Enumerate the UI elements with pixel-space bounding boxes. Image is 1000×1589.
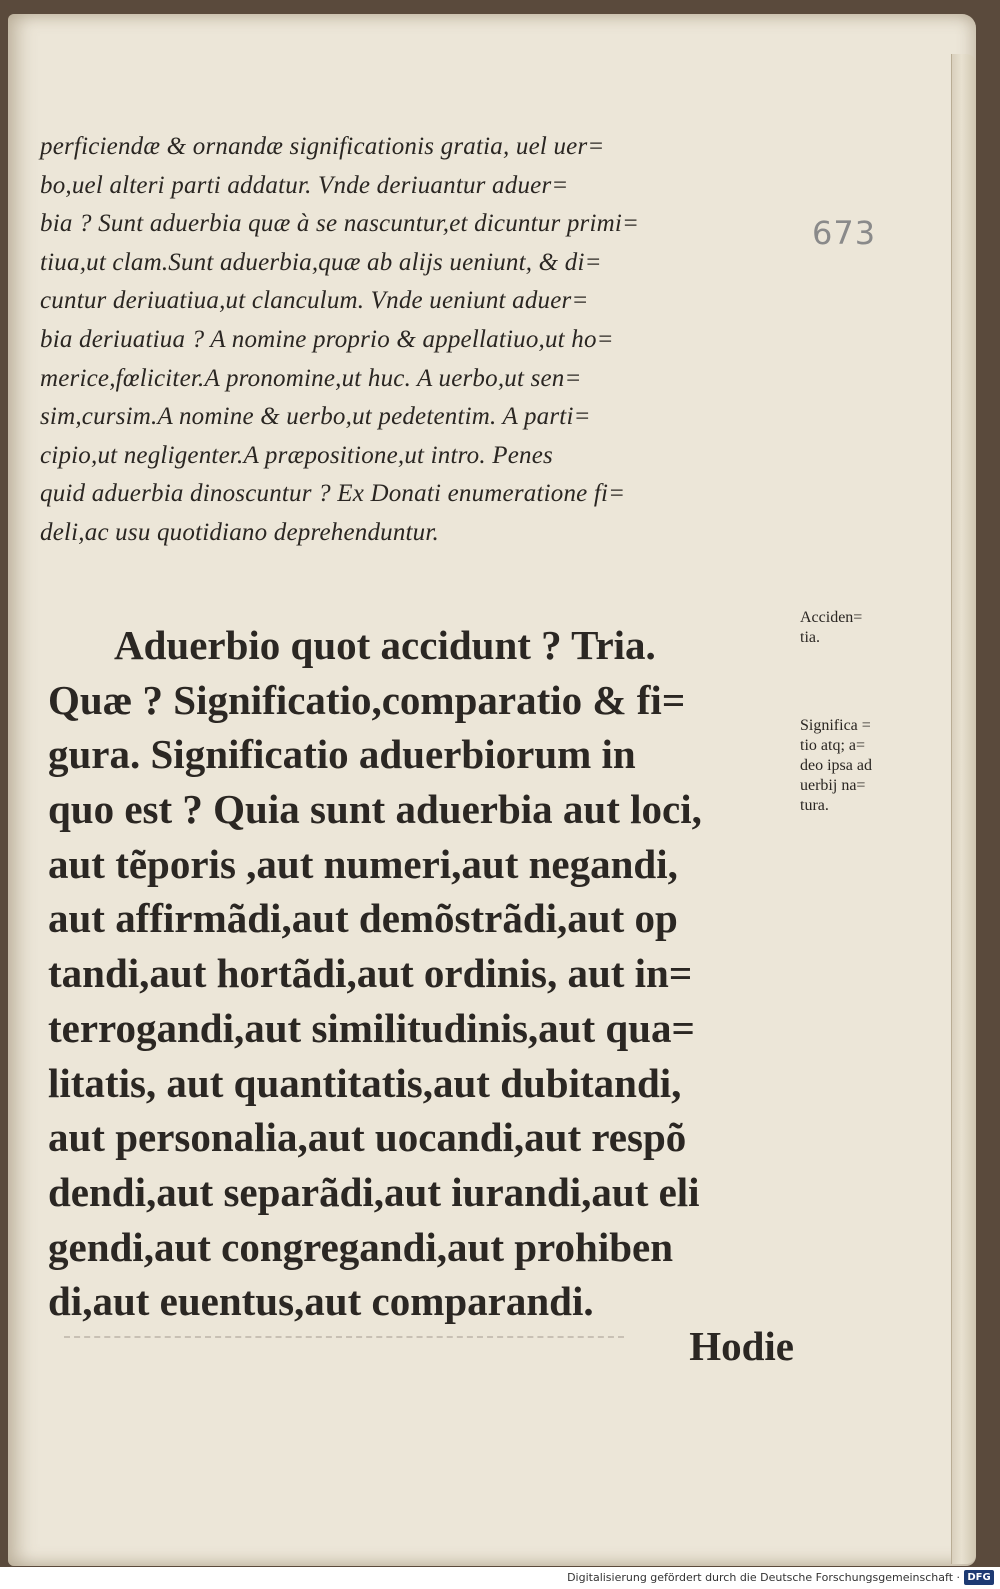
margin-note-significatio xyxy=(800,716,950,816)
italic-line: quid aduerbia dinoscuntur ? Ex Donati enumeratione fi= xyxy=(40,480,626,508)
roman-line: Aduerbio quot accidunt ? Tria. xyxy=(114,622,656,668)
roman-line: quo est ? Quia sunt aduerbia aut loci, xyxy=(48,786,702,833)
italic-line: bo,uel alteri parti addatur. Vnde deriuantur aduer= xyxy=(40,171,569,199)
italic-line: sim,cursim.A nomine & uerbo,ut pedetentim. A parti= xyxy=(40,403,591,431)
roman-line: di,aut euentus,aut comparandi. xyxy=(48,1278,594,1325)
margin-note-line: tia. xyxy=(800,629,820,646)
margin-note-line: tio atq; a= xyxy=(800,737,866,754)
dfg-logo: DFG xyxy=(964,1570,994,1585)
roman-text-block xyxy=(48,618,808,1329)
funding-credit: Digitalisierung gefördert durch die Deutsche Forschungsgemeinschaft · xyxy=(567,1571,960,1584)
roman-line: aut affirmãdi,aut demõstrãdi,aut op xyxy=(48,895,678,942)
italic-line: bia ? Sunt aduerbia quæ à se nascuntur,et dicuntur primi= xyxy=(40,210,640,238)
italic-line: cipio,ut negligenter.A præpositione,ut intro. Penes xyxy=(40,441,553,469)
footer-bar xyxy=(0,1567,1000,1589)
catchword: Hodie xyxy=(689,1323,794,1369)
italic-text-block xyxy=(40,128,800,553)
margin-note-line: deo ipsa ad xyxy=(800,757,872,774)
margin-note-line: tura. xyxy=(800,797,829,814)
italic-line: bia deriuatiua ? A nomine proprio & appellatiuo,ut ho= xyxy=(40,325,614,353)
roman-line: aut tẽporis ,aut numeri,aut negandi, xyxy=(48,840,678,887)
faint-rule xyxy=(64,1336,624,1338)
margin-note-line: Significa = xyxy=(800,717,871,734)
italic-line: tiua,ut clam.Sunt aduerbia,quæ ab alijs ueniunt, & di= xyxy=(40,248,602,276)
italic-line: deli,ac usu quotidiano deprehenduntur. xyxy=(40,518,439,546)
margin-note-line: Acciden= xyxy=(800,609,863,626)
roman-line: gendi,aut congregandi,aut prohiben xyxy=(48,1223,674,1270)
roman-line: terrogandi,aut similitudinis,aut qua= xyxy=(48,1004,695,1051)
folio-number: 673 xyxy=(812,214,877,252)
roman-line: tandi,aut hortãdi,aut ordinis, aut in= xyxy=(48,950,693,997)
roman-line: gura. Significatio aduerbiorum in xyxy=(48,731,636,778)
roman-line: Quæ ? Significatio,comparatio & fi= xyxy=(48,676,686,723)
margin-note-line: uerbij na= xyxy=(800,777,866,794)
italic-line: cuntur deriuatiua,ut clanculum. Vnde ueniunt aduer= xyxy=(40,287,589,315)
italic-line: merice,fœliciter.A pronomine,ut huc. A uerbo,ut sen= xyxy=(40,364,582,392)
margin-note-accidentia xyxy=(800,608,950,648)
page-edge xyxy=(951,54,976,1564)
roman-line: litatis, aut quantitatis,aut dubitandi, xyxy=(48,1059,682,1106)
roman-line: dendi,aut separãdi,aut iurandi,aut eli xyxy=(48,1168,700,1215)
roman-line: aut personalia,aut uocandi,aut respõ xyxy=(48,1114,687,1161)
italic-line: perficiendæ & ornandæ significationis gratia, uel uer= xyxy=(40,133,605,160)
